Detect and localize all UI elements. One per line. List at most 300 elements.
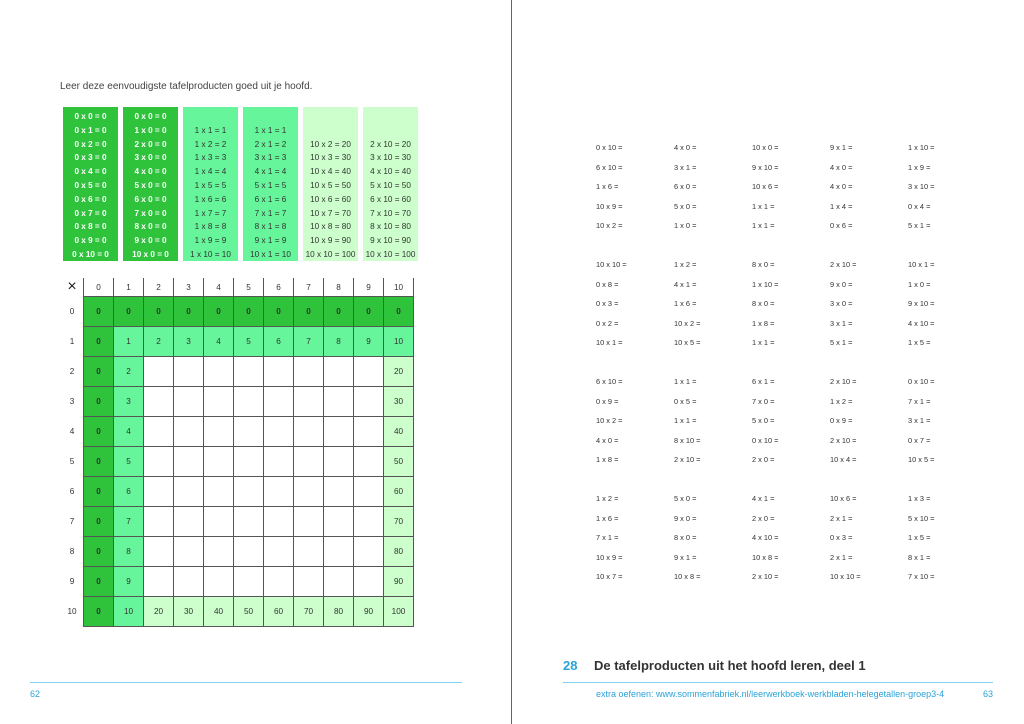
fact-item: 1 x 5 = 5 (194, 180, 227, 190)
grid-cell: 4 (114, 417, 144, 447)
grid-cell: 1 (114, 327, 144, 357)
exercise-item[interactable]: 0 x 7 = (908, 435, 931, 445)
fact-item: 0 x 0 = 0 (74, 112, 107, 121)
page-divider (511, 0, 512, 724)
grid-cell-empty[interactable] (294, 567, 324, 597)
fact-item: 9 x 10 = 90 (370, 236, 411, 246)
grid-cell-empty[interactable] (144, 477, 174, 507)
grid-cell-empty[interactable] (264, 537, 294, 567)
grid-cell-empty[interactable] (294, 537, 324, 567)
grid-cell-empty[interactable] (174, 357, 204, 387)
fact-item: 1 x 1 = 1 (254, 125, 287, 135)
exercise-item[interactable]: 5 x 0 = (674, 201, 697, 211)
exercise-item[interactable]: 1 x 9 = (908, 162, 931, 172)
fact-item: 1 x 8 = 8 (194, 222, 227, 232)
row-label: 9 (61, 567, 84, 597)
grid-cell: 2 (114, 357, 144, 387)
grid-cell-empty[interactable] (294, 387, 324, 417)
exercise-item[interactable]: 1 x 2 = (830, 396, 853, 406)
grid-cell-empty[interactable] (264, 567, 294, 597)
grid-cell-empty[interactable] (234, 567, 264, 597)
grid-cell-empty[interactable] (264, 447, 294, 477)
fact-item: 10 x 7 = 70 (310, 208, 351, 218)
grid-cell-empty[interactable] (174, 387, 204, 417)
grid-cell: 0 (384, 297, 414, 327)
grid-cell: 20 (384, 357, 414, 387)
grid-cell: 3 (174, 327, 204, 357)
exercise-item[interactable]: 10 x 6 = (752, 182, 779, 192)
exercise-item[interactable]: 9 x 10 = (752, 162, 779, 172)
fact-item: 10 x 0 = 0 (132, 249, 169, 259)
exercise-item[interactable]: 8 x 0 = (752, 299, 775, 309)
exercise-item[interactable]: 2 x 10 = (830, 435, 857, 445)
exercise-item[interactable]: 4 x 1 = (674, 279, 697, 289)
grid-cell-empty[interactable] (174, 477, 204, 507)
grid-cell-empty[interactable] (324, 417, 354, 447)
grid-cell-empty[interactable] (294, 477, 324, 507)
grid-cell: 100 (384, 597, 414, 627)
exercise-item[interactable]: 10 x 5 = (908, 455, 935, 465)
grid-cell-empty[interactable] (354, 567, 384, 597)
grid-cell-empty[interactable] (324, 567, 354, 597)
grid-cell-empty[interactable] (354, 417, 384, 447)
fact-item: 9 x 0 = 0 (134, 236, 167, 246)
exercise-item[interactable]: 10 x 10 = (830, 572, 861, 582)
grid-cell: 6 (264, 327, 294, 357)
row-label: 7 (61, 507, 84, 537)
exercise-item[interactable]: 1 x 0 = (674, 221, 697, 231)
exercise-item[interactable]: 10 x 9 = (596, 552, 623, 562)
fact-item: 10 x 10 = 100 (365, 249, 416, 259)
fact-item: 0 x 2 = 0 (74, 139, 107, 149)
fact-item: 0 x 0 = 0 (134, 112, 167, 121)
fact-item: 0 x 3 = 0 (74, 153, 107, 163)
right-page-number: 63 (983, 689, 994, 699)
exercise-item[interactable]: 4 x 0 = (596, 435, 619, 445)
exercise-item[interactable]: 1 x 2 = (674, 260, 697, 269)
grid-row (61, 357, 414, 387)
grid-cell-empty[interactable] (324, 357, 354, 387)
grid-row (61, 387, 414, 417)
exercise-item[interactable]: 0 x 8 = (596, 279, 619, 289)
grid-cell-empty[interactable] (354, 477, 384, 507)
grid-cell-empty[interactable] (294, 507, 324, 537)
exercise-item[interactable]: 7 x 1 = (908, 396, 931, 406)
row-label: 4 (61, 417, 84, 447)
grid-cell-empty[interactable] (234, 537, 264, 567)
grid-cell: 9 (354, 327, 384, 357)
exercise-item[interactable]: 9 x 1 = (674, 552, 697, 562)
fact-item: 0 x 5 = 0 (74, 180, 107, 190)
exercise-item[interactable]: 0 x 9 = (596, 396, 619, 406)
grid-cell: 60 (384, 477, 414, 507)
grid-cell-empty[interactable] (174, 537, 204, 567)
grid-cell-empty[interactable] (204, 537, 234, 567)
grid-cell-empty[interactable] (204, 477, 234, 507)
exercise-item[interactable]: 3 x 1 = (674, 162, 697, 172)
grid-cell: 40 (204, 597, 234, 627)
column-header: 8 (324, 278, 354, 297)
column-header: 0 (84, 278, 114, 297)
grid-cell-empty[interactable] (204, 567, 234, 597)
exercise-item[interactable]: 3 x 10 = (908, 182, 935, 192)
fact-item: 10 x 2 = 20 (310, 139, 351, 149)
grid-row (61, 447, 414, 477)
grid-cell-empty[interactable] (324, 477, 354, 507)
grid-cell: 80 (384, 537, 414, 567)
fact-item: 10 x 3 = 30 (310, 153, 351, 163)
grid-cell: 20 (144, 597, 174, 627)
exercise-item[interactable]: 0 x 4 = (908, 201, 931, 211)
fact-item: 2 x 1 = 2 (254, 139, 287, 149)
grid-cell: 40 (384, 417, 414, 447)
grid-cell-empty[interactable] (144, 357, 174, 387)
grid-cell: 0 (84, 387, 114, 417)
grid-cell: 80 (324, 597, 354, 627)
grid-row (61, 297, 414, 327)
grid-cell-empty[interactable] (264, 357, 294, 387)
exercise-item[interactable]: 1 x 6 = (596, 513, 619, 523)
exercise-item[interactable]: 1 x 2 = (596, 494, 619, 503)
fact-item: 5 x 0 = 0 (134, 180, 167, 190)
exercise-item[interactable]: 7 x 1 = (596, 533, 619, 543)
grid-row (61, 537, 414, 567)
exercise-item[interactable]: 5 x 0 = (674, 494, 697, 503)
exercise-item[interactable]: 0 x 10 = (752, 435, 779, 445)
grid-cell-empty[interactable] (174, 507, 204, 537)
exercise-item[interactable]: 6 x 10 = (596, 162, 623, 172)
grid-cell-empty[interactable] (354, 357, 384, 387)
fact-item: 10 x 8 = 80 (310, 222, 351, 232)
exercise-item[interactable]: 5 x 0 = (752, 416, 775, 426)
exercise-item[interactable]: 10 x 6 = (830, 494, 857, 503)
exercise-item[interactable]: 0 x 10 = (596, 143, 623, 152)
fact-item: 10 x 5 = 50 (310, 180, 351, 190)
fact-item: 1 x 0 = 0 (134, 125, 167, 135)
row-label: 6 (61, 477, 84, 507)
grid-row (61, 327, 414, 357)
exercise-item[interactable]: 2 x 1 = (830, 552, 853, 562)
fact-item: 4 x 0 = 0 (134, 167, 167, 177)
fact-item: 10 x 10 = 100 (305, 249, 356, 259)
grid-cell-empty[interactable] (354, 447, 384, 477)
exercise-item[interactable]: 3 x 1 = (830, 318, 853, 328)
exercise-item[interactable]: 10 x 2 = (596, 416, 623, 426)
grid-cell-empty[interactable] (144, 417, 174, 447)
grid-cell-empty[interactable] (234, 447, 264, 477)
fact-item: 0 x 1 = 0 (74, 125, 107, 135)
grid-cell-empty[interactable] (204, 387, 234, 417)
column-header: 10 (384, 278, 414, 297)
exercise-item[interactable]: 1 x 0 = (908, 279, 931, 289)
exercise-item[interactable]: 2 x 10 = (752, 572, 779, 582)
exercise-item[interactable]: 0 x 9 = (830, 416, 853, 426)
practice-link[interactable]: extra oefenen: www.sommenfabriek.nl/leerwerkboek-werkbladen-helegetallen-groep3-4 (596, 689, 945, 699)
exercise-item[interactable]: 4 x 0 = (830, 182, 853, 192)
lesson-number: 28 (563, 658, 578, 673)
exercise-item[interactable]: 0 x 3 = (830, 533, 853, 543)
exercise-item[interactable]: 2 x 0 = (752, 455, 775, 465)
fact-item: 1 x 9 = 9 (194, 236, 227, 246)
fact-item: 8 x 1 = 8 (254, 222, 287, 232)
exercise-item[interactable]: 2 x 10 = (830, 377, 857, 386)
grid-cell-empty[interactable] (144, 507, 174, 537)
grid-row (61, 477, 414, 507)
exercise-item[interactable]: 5 x 1 = (830, 338, 853, 348)
grid-cell-empty[interactable] (324, 447, 354, 477)
exercise-item[interactable]: 10 x 10 = (596, 260, 627, 269)
lesson-title: De tafelproducten uit het hoofd leren, deel 1 (594, 658, 866, 673)
grid-cell-empty[interactable] (174, 567, 204, 597)
fact-column (123, 107, 178, 261)
grid-cell: 0 (354, 297, 384, 327)
fact-item: 0 x 8 = 0 (74, 222, 107, 232)
exercise-item[interactable]: 10 x 2 = (674, 318, 701, 328)
grid-cell-empty[interactable] (324, 387, 354, 417)
multiplication-grid (61, 278, 414, 627)
column-header: 4 (204, 278, 234, 297)
exercise-item[interactable]: 10 x 8 = (674, 572, 701, 582)
grid-cell-empty[interactable] (264, 387, 294, 417)
exercise-item[interactable]: 2 x 0 = (752, 513, 775, 523)
grid-cell-empty[interactable] (354, 507, 384, 537)
grid-cell: 0 (294, 297, 324, 327)
exercise-item[interactable]: 9 x 0 = (674, 513, 697, 523)
grid-cell: 0 (84, 297, 114, 327)
fact-item: 7 x 10 = 70 (370, 208, 411, 218)
exercise-item[interactable]: 10 x 7 = (596, 572, 623, 582)
grid-cell: 7 (114, 507, 144, 537)
exercise-item[interactable]: 5 x 10 = (908, 513, 935, 523)
exercise-item[interactable]: 10 x 4 = (830, 455, 857, 465)
grid-row (61, 507, 414, 537)
fact-item: 0 x 7 = 0 (74, 208, 107, 218)
exercise-item[interactable]: 7 x 0 = (752, 396, 775, 406)
exercise-item[interactable]: 0 x 5 = (674, 396, 697, 406)
exercise-item[interactable]: 10 x 0 = (752, 143, 779, 152)
grid-cell-empty[interactable] (204, 357, 234, 387)
exercise-item[interactable]: 1 x 4 = (830, 201, 853, 211)
grid-cell-empty[interactable] (144, 567, 174, 597)
grid-cell: 10 (114, 597, 144, 627)
fact-item: 1 x 3 = 3 (194, 153, 227, 163)
fact-item: 10 x 6 = 60 (310, 194, 351, 204)
grid-cell-empty[interactable] (264, 477, 294, 507)
grid-cell-empty[interactable] (234, 477, 264, 507)
times-symbol: × (61, 278, 84, 297)
right-footer-line (563, 682, 993, 683)
exercise-item[interactable]: 8 x 10 = (674, 435, 701, 445)
exercise-item[interactable]: 4 x 0 = (830, 162, 853, 172)
exercise-item[interactable]: 4 x 10 = (908, 318, 935, 328)
exercise-item[interactable]: 10 x 9 = (596, 201, 623, 211)
exercise-item[interactable]: 0 x 3 = (596, 299, 619, 309)
fact-item: 3 x 0 = 0 (134, 153, 167, 163)
exercise-item[interactable]: 2 x 1 = (830, 513, 853, 523)
grid-cell: 70 (384, 507, 414, 537)
exercise-item[interactable]: 1 x 1 = (674, 377, 697, 386)
exercise-item[interactable]: 9 x 0 = (830, 279, 853, 289)
fact-item: 6 x 1 = 6 (254, 194, 287, 204)
grid-cell-empty[interactable] (264, 417, 294, 447)
exercise-item[interactable]: 10 x 1 = (596, 338, 623, 348)
exercise-item[interactable]: 0 x 2 = (596, 318, 619, 328)
grid-cell-empty[interactable] (324, 537, 354, 567)
grid-cell: 0 (114, 297, 144, 327)
grid-cell-empty[interactable] (234, 387, 264, 417)
exercise-item[interactable]: 8 x 0 = (752, 260, 775, 269)
exercise-item[interactable]: 1 x 6 = (674, 299, 697, 309)
grid-cell-empty[interactable] (144, 387, 174, 417)
grid-cell-empty[interactable] (324, 507, 354, 537)
fact-item: 5 x 1 = 5 (254, 180, 287, 190)
grid-cell: 7 (294, 327, 324, 357)
exercise-item[interactable]: 3 x 1 = (908, 416, 931, 426)
grid-cell-empty[interactable] (234, 357, 264, 387)
grid-cell-empty[interactable] (204, 417, 234, 447)
grid-cell-empty[interactable] (144, 447, 174, 477)
exercise-item[interactable]: 8 x 1 = (908, 552, 931, 562)
grid-row (61, 597, 414, 627)
fact-item: 4 x 1 = 4 (254, 167, 287, 177)
exercise-item[interactable]: 10 x 2 = (596, 221, 623, 231)
fact-item: 1 x 10 = 10 (190, 249, 231, 259)
grid-cell: 5 (234, 327, 264, 357)
exercise-item[interactable]: 1 x 5 = (908, 338, 931, 348)
fact-item: 0 x 9 = 0 (74, 236, 107, 246)
row-label: 8 (61, 537, 84, 567)
exercise-item[interactable]: 10 x 5 = (674, 338, 701, 348)
grid-cell-empty[interactable] (174, 447, 204, 477)
exercise-item[interactable]: 1 x 8 = (596, 455, 619, 465)
grid-cell: 0 (84, 597, 114, 627)
grid-cell-empty[interactable] (204, 507, 234, 537)
exercise-item[interactable]: 4 x 10 = (752, 533, 779, 543)
column-header: 3 (174, 278, 204, 297)
grid-cell: 50 (384, 447, 414, 477)
fact-item: 10 x 4 = 40 (310, 167, 351, 177)
grid-cell: 50 (234, 597, 264, 627)
fact-column (363, 107, 418, 261)
grid-cell: 0 (84, 417, 114, 447)
grid-cell: 0 (264, 297, 294, 327)
fact-item: 6 x 10 = 60 (370, 194, 411, 204)
exercise-item[interactable]: 1 x 10 = (908, 143, 935, 152)
column-header: 1 (114, 278, 144, 297)
exercise-item[interactable]: 9 x 1 = (830, 143, 853, 152)
exercise-item[interactable]: 2 x 10 = (830, 260, 857, 269)
exercise-item[interactable]: 1 x 8 = (752, 318, 775, 328)
fact-item: 1 x 7 = 7 (194, 208, 227, 218)
exercise-item[interactable]: 0 x 10 = (908, 377, 935, 386)
grid-cell: 2 (144, 327, 174, 357)
exercise-item[interactable]: 6 x 0 = (674, 182, 697, 192)
grid-cell-empty[interactable] (144, 537, 174, 567)
grid-cell-empty[interactable] (354, 537, 384, 567)
grid-cell: 0 (144, 297, 174, 327)
grid-cell: 30 (174, 597, 204, 627)
row-label: 3 (61, 387, 84, 417)
grid-cell: 0 (84, 447, 114, 477)
exercise-item[interactable]: 1 x 1 = (752, 201, 775, 211)
grid-cell-empty[interactable] (234, 417, 264, 447)
exercise-item[interactable]: 10 x 8 = (752, 552, 779, 562)
row-label: 2 (61, 357, 84, 387)
fact-item: 1 x 4 = 4 (194, 167, 227, 177)
fact-column (183, 107, 238, 261)
exercise-item[interactable]: 1 x 1 = (674, 416, 697, 426)
left-page-number: 62 (30, 689, 41, 699)
fact-item: 10 x 9 = 90 (310, 236, 351, 246)
row-label: 10 (61, 597, 84, 627)
exercise-item[interactable]: 1 x 10 = (752, 279, 779, 289)
grid-cell-empty[interactable] (294, 447, 324, 477)
grid-cell: 90 (384, 567, 414, 597)
grid-cell-empty[interactable] (294, 357, 324, 387)
grid-cell-empty[interactable] (174, 417, 204, 447)
exercise-item[interactable]: 6 x 10 = (596, 377, 623, 386)
fact-item: 5 x 10 = 50 (370, 180, 411, 190)
fact-item: 6 x 0 = 0 (134, 194, 167, 204)
grid-cell: 9 (114, 567, 144, 597)
exercise-item[interactable]: 4 x 1 = (752, 494, 775, 503)
fact-item: 8 x 0 = 0 (134, 222, 167, 232)
grid-cell: 0 (204, 297, 234, 327)
exercise-item[interactable]: 9 x 10 = (908, 299, 935, 309)
grid-cell: 0 (84, 567, 114, 597)
fact-column (243, 107, 298, 261)
column-header: 7 (294, 278, 324, 297)
left-footer-line (30, 682, 462, 683)
grid-cell-empty[interactable] (354, 387, 384, 417)
fact-item: 2 x 10 = 20 (370, 139, 411, 149)
grid-cell-empty[interactable] (294, 417, 324, 447)
grid-cell: 6 (114, 477, 144, 507)
grid-cell: 0 (84, 507, 114, 537)
exercise-item[interactable]: 1 x 1 = (752, 338, 775, 348)
exercise-item[interactable]: 7 x 10 = (908, 572, 935, 582)
row-label: 5 (61, 447, 84, 477)
exercise-item[interactable]: 8 x 0 = (674, 533, 697, 543)
grid-cell-empty[interactable] (204, 447, 234, 477)
fact-column (63, 107, 118, 261)
grid-cell-empty[interactable] (264, 507, 294, 537)
exercise-item[interactable]: 1 x 5 = (908, 533, 931, 543)
column-header: 5 (234, 278, 264, 297)
exercise-item[interactable]: 5 x 1 = (908, 221, 931, 231)
grid-cell: 60 (264, 597, 294, 627)
grid-cell: 4 (204, 327, 234, 357)
fact-item: 7 x 0 = 0 (134, 208, 167, 218)
exercise-item[interactable]: 3 x 0 = (830, 299, 853, 309)
exercise-item[interactable]: 10 x 1 = (908, 260, 935, 269)
grid-cell-empty[interactable] (234, 507, 264, 537)
fact-item: 1 x 1 = 1 (194, 125, 227, 135)
exercise-item[interactable]: 1 x 1 = (752, 221, 775, 231)
exercise-item[interactable]: 2 x 10 = (674, 455, 701, 465)
exercise-item[interactable]: 1 x 6 = (596, 182, 619, 192)
row-label: 0 (61, 297, 84, 327)
exercise-item[interactable]: 1 x 3 = (908, 494, 931, 503)
exercise-item[interactable]: 0 x 6 = (830, 221, 853, 231)
grid-cell: 8 (114, 537, 144, 567)
fact-item: 4 x 10 = 40 (370, 167, 411, 177)
fact-item: 0 x 6 = 0 (74, 194, 107, 204)
exercise-item[interactable]: 6 x 1 = (752, 377, 775, 386)
column-header: 9 (354, 278, 384, 297)
exercise-item[interactable]: 4 x 0 = (674, 143, 697, 152)
fact-item: 10 x 1 = 10 (250, 249, 291, 259)
